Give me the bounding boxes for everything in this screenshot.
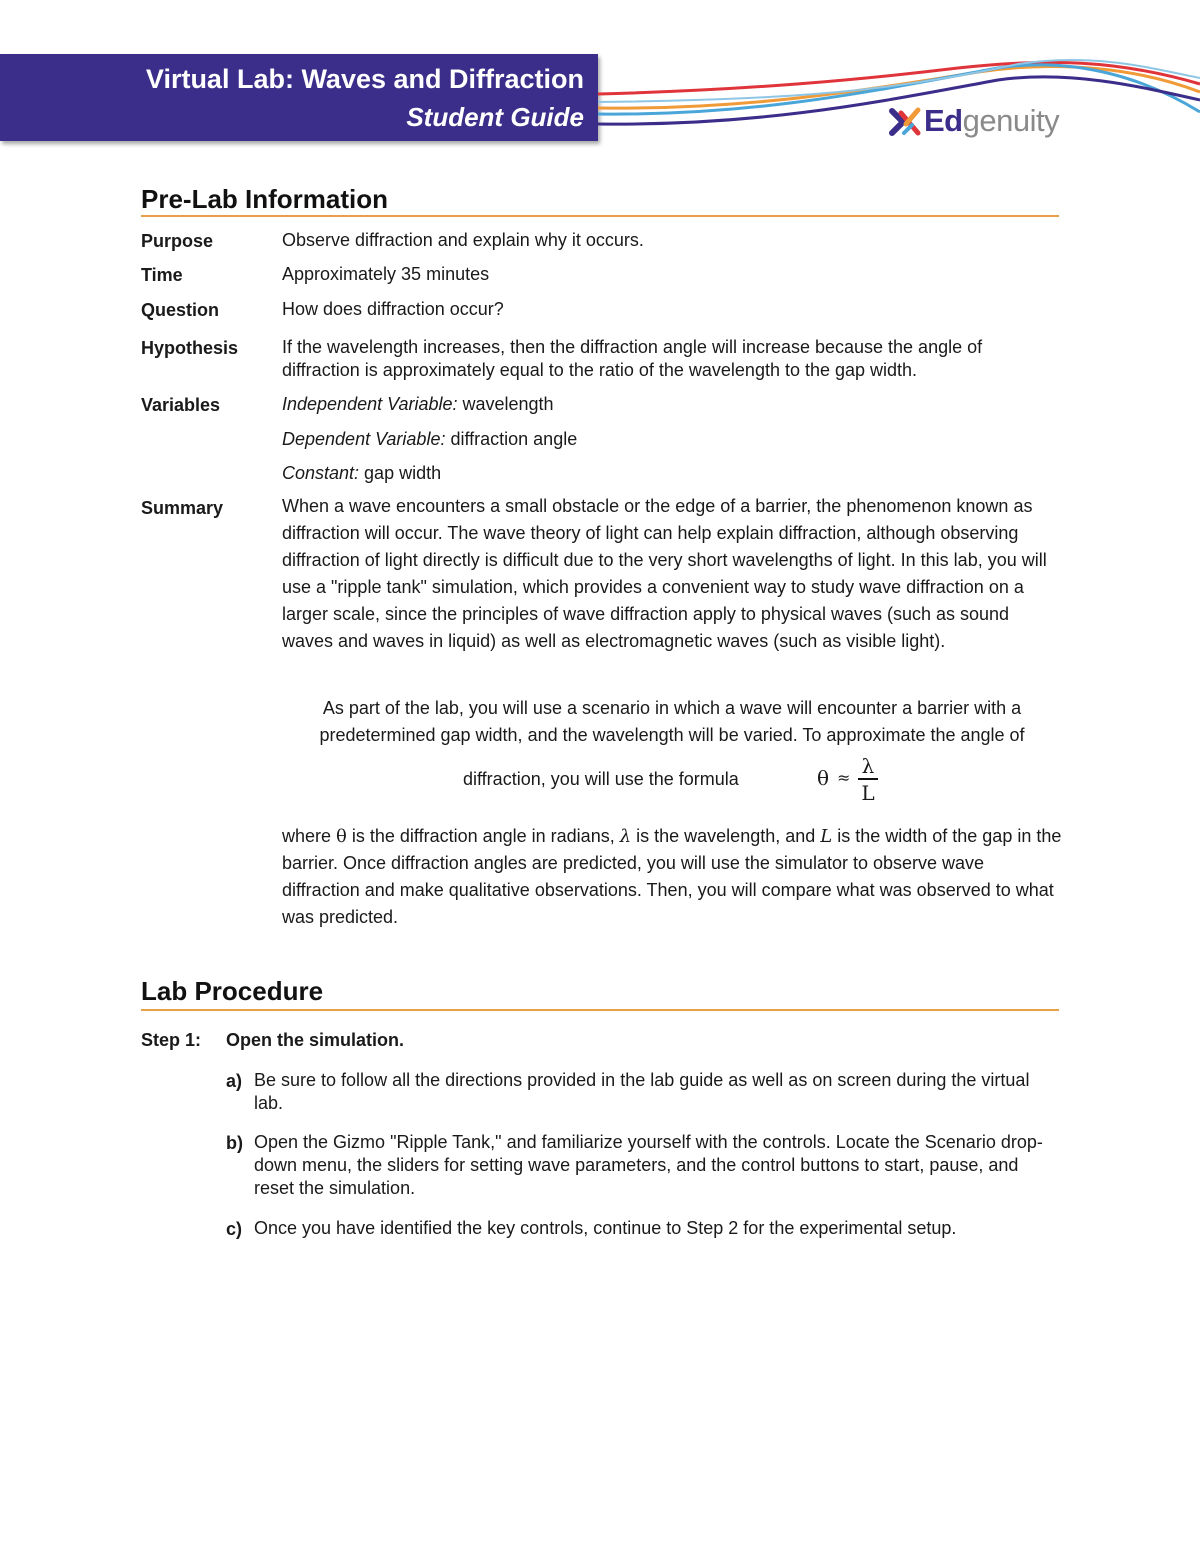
- purpose-text: Observe diffraction and explain why it occurs.: [282, 230, 644, 250]
- formula-fraction: [857, 754, 879, 806]
- step-1-item-b-label: b): [226, 1133, 243, 1153]
- summary-label: Summary: [141, 498, 224, 518]
- formula-line: [282, 754, 1062, 810]
- independent-variable: [282, 393, 1062, 416]
- step-1-item-b-text: Open the Gizmo "Ripple Tank," and familiarize yourself with the controls. Locate the Scenario drop-down menu, the sliders for setting wave parameters, and the control buttons to start, pause, and reset the simulation.: [254, 1132, 1043, 1198]
- logo-wordmark-ed: Ed: [924, 103, 963, 138]
- summary-p3-part-b: is the diffraction angle in radians,: [346, 826, 620, 846]
- formula-theta: θ: [817, 766, 830, 790]
- step-1-title: Open the simulation.: [226, 1030, 405, 1050]
- time-label: Time: [141, 265, 183, 285]
- formula-approx-sign: ≈: [837, 768, 851, 787]
- formula-numerator: λ: [861, 754, 875, 778]
- constant-variable-value: gap width: [359, 463, 442, 483]
- summary-p3-part-d: is the width of the gap in the barrier. Once diffraction angles are predicted, you will use the simulator to observe wave diffraction and make qualitative observations. Then, you will compare what was observed to what was predicted.: [282, 826, 1062, 927]
- edgenuity-x-icon: [888, 105, 922, 139]
- time-text: Approximately 35 minutes: [282, 264, 490, 284]
- summary-p3-part-c: is the wavelength, and: [631, 826, 821, 846]
- formula-intro-text: diffraction, you will use the formula: [463, 769, 739, 789]
- hypothesis-label: Hypothesis: [141, 338, 239, 358]
- header-banner: [0, 54, 598, 141]
- procedure-heading: Lab Procedure: [141, 976, 324, 1006]
- logo-wordmark: [924, 103, 1059, 139]
- independent-variable-value: wavelength: [457, 394, 554, 414]
- step-1-item-a-text: Be sure to follow all the directions provided in the lab guide as well as on screen during the virtual lab.: [254, 1070, 1030, 1113]
- summary-p3-theta: θ: [336, 826, 347, 847]
- variables-label: Variables: [141, 395, 221, 415]
- formula-denominator: L: [861, 781, 875, 805]
- step-1-item-a-label: a): [226, 1071, 243, 1091]
- hypothesis-text: If the wavelength increases, then the diffraction angle will increase because the angle of diffraction is approximately equal to the ratio of the wavelength to the gap width.: [282, 337, 983, 380]
- prelab-divider: [141, 215, 1059, 217]
- dependent-variable-value: diffraction angle: [445, 429, 578, 449]
- question-label: Question: [141, 300, 220, 320]
- document-title: Virtual Lab: Waves and Diffraction: [145, 64, 584, 94]
- dependent-variable-label: Dependent Variable:: [282, 429, 446, 449]
- independent-variable-label: Independent Variable:: [282, 394, 458, 414]
- step-1-label: Step 1:: [141, 1030, 202, 1050]
- summary-p3-lambda: λ: [619, 826, 632, 847]
- summary-paragraph-3: [282, 823, 1062, 931]
- step-1-item-c-label: c): [226, 1219, 243, 1239]
- step-1-item-c-text: Once you have identified the key controls, continue to Step 2 for the experimental setup.: [254, 1218, 957, 1238]
- logo-wordmark-rest: genuity: [962, 103, 1060, 138]
- constant-variable-label: Constant:: [282, 463, 360, 483]
- purpose-label: Purpose: [141, 231, 214, 251]
- constant-variable: [282, 462, 1062, 485]
- dependent-variable: [282, 428, 1062, 451]
- summary-paragraph-2: As part of the lab, you will use a scenario in which a wave will encounter a barrier with a predetermined gap width, and the wavelength will be varied. To approximate the angle of: [319, 698, 1025, 745]
- summary-p3-L: L: [820, 826, 833, 847]
- document-subtitle: Student Guide: [406, 102, 584, 132]
- summary-p3-part-a: where: [282, 826, 337, 846]
- summary-paragraph-1: When a wave encounters a small obstacle or the edge of a barrier, the phenomenon known as diffraction will occur. The wave theory of light can help explain diffraction, although observing diffraction of light directly is difficult due to the very short wavelengths of light. In this lab, you will use a "ripple tank" simulation, which provides a convenient way to study wave diffraction on a larger scale, since the principles of wave diffraction apply to physical waves (such as sound waves and waves in liquid) as well as electromagnetic waves (such as visible light).: [282, 496, 1047, 651]
- procedure-divider: [141, 1009, 1059, 1011]
- question-text: How does diffraction occur?: [282, 299, 504, 319]
- prelab-heading: Pre-Lab Information: [141, 184, 389, 214]
